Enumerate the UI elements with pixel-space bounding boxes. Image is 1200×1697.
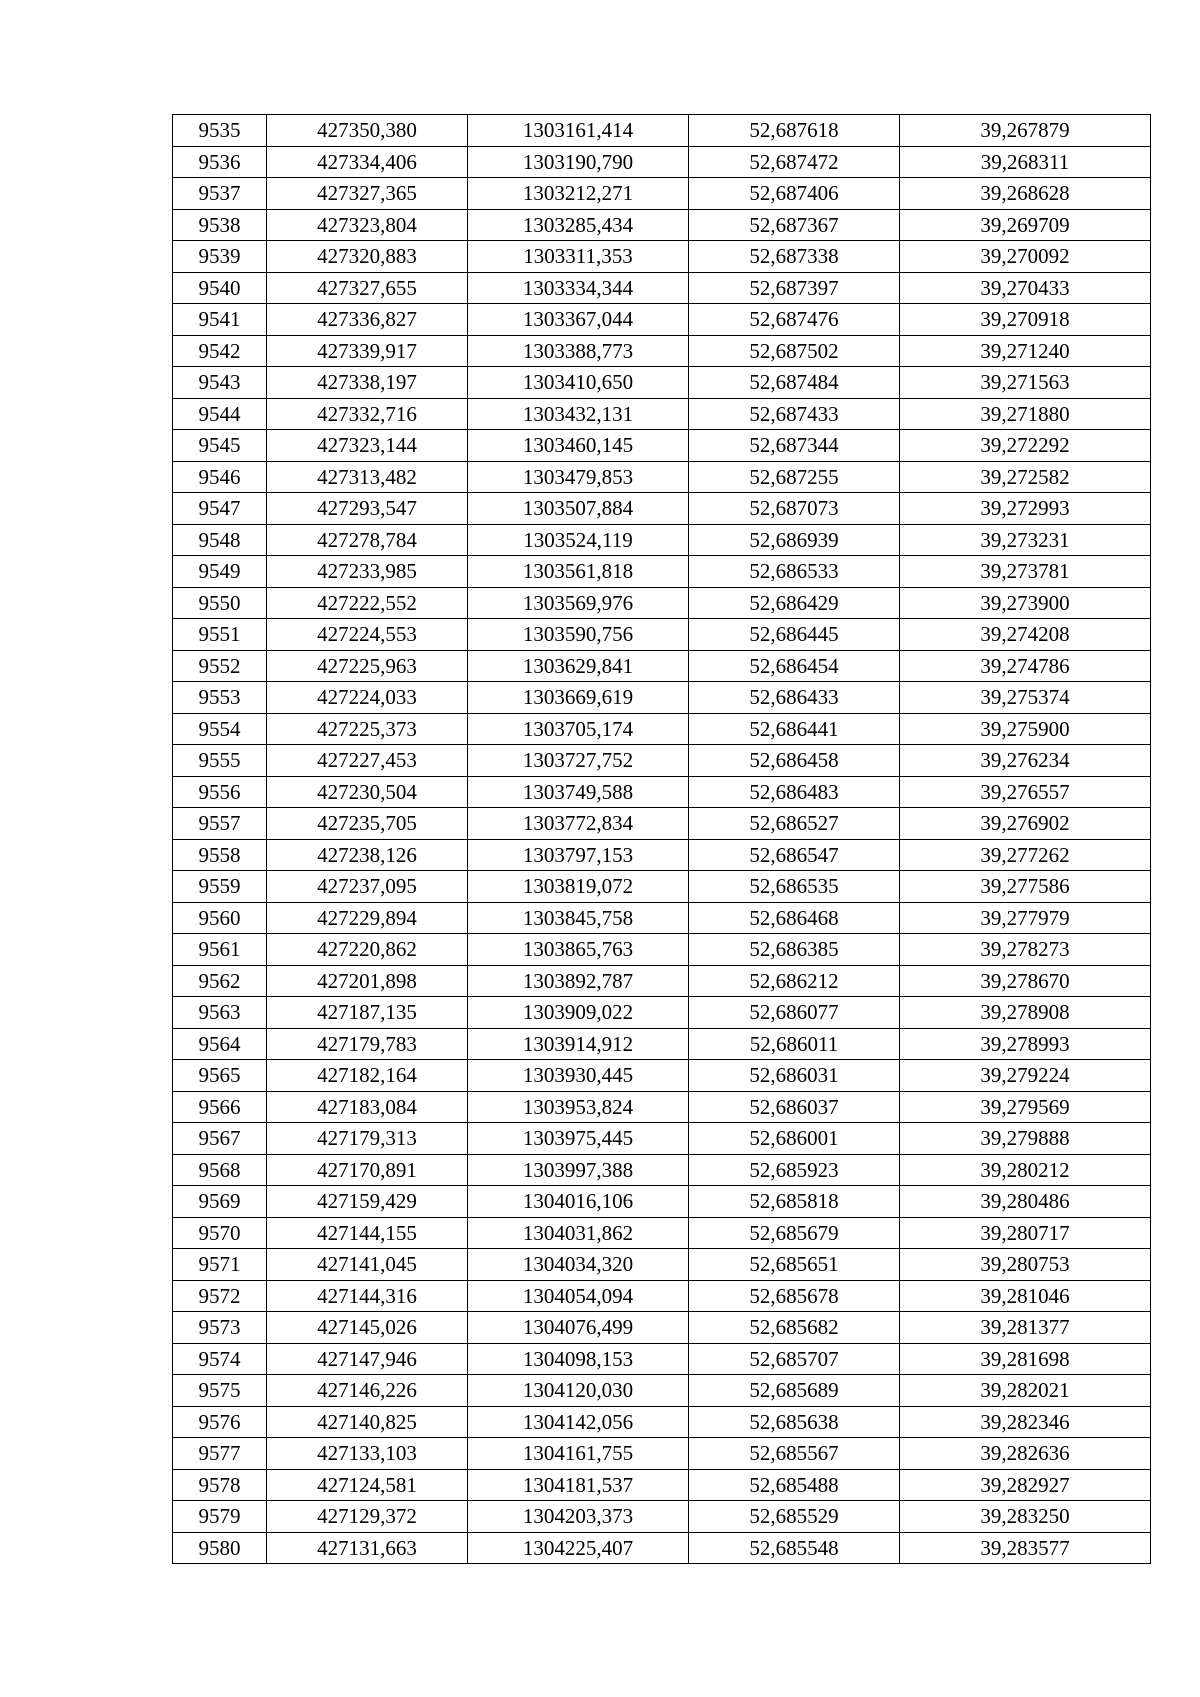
y-coordinate-cell: 1304142,056 xyxy=(468,1406,689,1438)
longitude-cell: 39,281377 xyxy=(900,1312,1151,1344)
latitude-cell: 52,685567 xyxy=(689,1438,900,1470)
longitude-cell: 39,280717 xyxy=(900,1217,1151,1249)
table-row xyxy=(173,619,1151,651)
table-row xyxy=(173,1154,1151,1186)
longitude-cell: 39,272993 xyxy=(900,493,1151,525)
table-row xyxy=(173,1186,1151,1218)
longitude-cell: 39,278993 xyxy=(900,1028,1151,1060)
longitude-cell: 39,280486 xyxy=(900,1186,1151,1218)
y-coordinate-cell: 1303479,853 xyxy=(468,461,689,493)
latitude-cell: 52,687476 xyxy=(689,304,900,336)
latitude-cell: 52,686468 xyxy=(689,902,900,934)
x-coordinate-cell: 427224,033 xyxy=(267,682,468,714)
latitude-cell: 52,685651 xyxy=(689,1249,900,1281)
table-row xyxy=(173,1532,1151,1564)
x-coordinate-cell: 427133,103 xyxy=(267,1438,468,1470)
point-number-cell: 9561 xyxy=(173,934,267,966)
y-coordinate-cell: 1303772,834 xyxy=(468,808,689,840)
y-coordinate-cell: 1303892,787 xyxy=(468,965,689,997)
point-number-cell: 9551 xyxy=(173,619,267,651)
y-coordinate-cell: 1303569,976 xyxy=(468,587,689,619)
latitude-cell: 52,686535 xyxy=(689,871,900,903)
table-row xyxy=(173,367,1151,399)
table-row xyxy=(173,241,1151,273)
table-row xyxy=(173,209,1151,241)
point-number-cell: 9580 xyxy=(173,1532,267,1564)
y-coordinate-cell: 1303561,818 xyxy=(468,556,689,588)
latitude-cell: 52,687367 xyxy=(689,209,900,241)
point-number-cell: 9578 xyxy=(173,1469,267,1501)
table-row xyxy=(173,493,1151,525)
latitude-cell: 52,686441 xyxy=(689,713,900,745)
y-coordinate-cell: 1303975,445 xyxy=(468,1123,689,1155)
latitude-cell: 52,685923 xyxy=(689,1154,900,1186)
longitude-cell: 39,281698 xyxy=(900,1343,1151,1375)
table-row xyxy=(173,713,1151,745)
latitude-cell: 52,685689 xyxy=(689,1375,900,1407)
table-row xyxy=(173,997,1151,1029)
y-coordinate-cell: 1303161,414 xyxy=(468,115,689,147)
longitude-cell: 39,279569 xyxy=(900,1091,1151,1123)
x-coordinate-cell: 427220,862 xyxy=(267,934,468,966)
longitude-cell: 39,269709 xyxy=(900,209,1151,241)
point-number-cell: 9538 xyxy=(173,209,267,241)
x-coordinate-cell: 427327,365 xyxy=(267,178,468,210)
y-coordinate-cell: 1303190,790 xyxy=(468,146,689,178)
x-coordinate-cell: 427131,663 xyxy=(267,1532,468,1564)
x-coordinate-cell: 427187,135 xyxy=(267,997,468,1029)
point-number-cell: 9579 xyxy=(173,1501,267,1533)
y-coordinate-cell: 1303845,758 xyxy=(468,902,689,934)
table-row xyxy=(173,650,1151,682)
longitude-cell: 39,273231 xyxy=(900,524,1151,556)
x-coordinate-cell: 427227,453 xyxy=(267,745,468,777)
table-row xyxy=(173,934,1151,966)
latitude-cell: 52,686527 xyxy=(689,808,900,840)
table-row xyxy=(173,902,1151,934)
x-coordinate-cell: 427129,372 xyxy=(267,1501,468,1533)
point-number-cell: 9571 xyxy=(173,1249,267,1281)
latitude-cell: 52,687502 xyxy=(689,335,900,367)
y-coordinate-cell: 1303629,841 xyxy=(468,650,689,682)
y-coordinate-cell: 1303410,650 xyxy=(468,367,689,399)
y-coordinate-cell: 1303334,344 xyxy=(468,272,689,304)
table-row xyxy=(173,115,1151,147)
longitude-cell: 39,279224 xyxy=(900,1060,1151,1092)
y-coordinate-cell: 1303953,824 xyxy=(468,1091,689,1123)
table-row xyxy=(173,1060,1151,1092)
latitude-cell: 52,686433 xyxy=(689,682,900,714)
y-coordinate-cell: 1304161,755 xyxy=(468,1438,689,1470)
table-row xyxy=(173,1091,1151,1123)
table-row xyxy=(173,1469,1151,1501)
x-coordinate-cell: 427140,825 xyxy=(267,1406,468,1438)
longitude-cell: 39,274786 xyxy=(900,650,1151,682)
table-row xyxy=(173,1123,1151,1155)
x-coordinate-cell: 427225,963 xyxy=(267,650,468,682)
point-number-cell: 9543 xyxy=(173,367,267,399)
y-coordinate-cell: 1303749,588 xyxy=(468,776,689,808)
longitude-cell: 39,276902 xyxy=(900,808,1151,840)
x-coordinate-cell: 427179,313 xyxy=(267,1123,468,1155)
x-coordinate-cell: 427334,406 xyxy=(267,146,468,178)
latitude-cell: 52,687618 xyxy=(689,115,900,147)
longitude-cell: 39,277262 xyxy=(900,839,1151,871)
point-number-cell: 9570 xyxy=(173,1217,267,1249)
y-coordinate-cell: 1303797,153 xyxy=(468,839,689,871)
longitude-cell: 39,270092 xyxy=(900,241,1151,273)
longitude-cell: 39,280212 xyxy=(900,1154,1151,1186)
y-coordinate-cell: 1303669,619 xyxy=(468,682,689,714)
x-coordinate-cell: 427170,891 xyxy=(267,1154,468,1186)
longitude-cell: 39,280753 xyxy=(900,1249,1151,1281)
x-coordinate-cell: 427144,155 xyxy=(267,1217,468,1249)
table-row xyxy=(173,745,1151,777)
table-row xyxy=(173,461,1151,493)
x-coordinate-cell: 427182,164 xyxy=(267,1060,468,1092)
x-coordinate-cell: 427144,316 xyxy=(267,1280,468,1312)
y-coordinate-cell: 1303997,388 xyxy=(468,1154,689,1186)
latitude-cell: 52,685818 xyxy=(689,1186,900,1218)
y-coordinate-cell: 1304181,537 xyxy=(468,1469,689,1501)
longitude-cell: 39,276234 xyxy=(900,745,1151,777)
table-row xyxy=(173,556,1151,588)
table-row xyxy=(173,1501,1151,1533)
x-coordinate-cell: 427235,705 xyxy=(267,808,468,840)
table-row xyxy=(173,1249,1151,1281)
point-number-cell: 9572 xyxy=(173,1280,267,1312)
y-coordinate-cell: 1304034,320 xyxy=(468,1249,689,1281)
y-coordinate-cell: 1303367,044 xyxy=(468,304,689,336)
table-row xyxy=(173,1217,1151,1249)
x-coordinate-cell: 427320,883 xyxy=(267,241,468,273)
x-coordinate-cell: 427146,226 xyxy=(267,1375,468,1407)
y-coordinate-cell: 1303524,119 xyxy=(468,524,689,556)
latitude-cell: 52,686031 xyxy=(689,1060,900,1092)
x-coordinate-cell: 427293,547 xyxy=(267,493,468,525)
latitude-cell: 52,686458 xyxy=(689,745,900,777)
table-row xyxy=(173,965,1151,997)
longitude-cell: 39,277979 xyxy=(900,902,1151,934)
longitude-cell: 39,282346 xyxy=(900,1406,1151,1438)
x-coordinate-cell: 427229,894 xyxy=(267,902,468,934)
point-number-cell: 9553 xyxy=(173,682,267,714)
table-row xyxy=(173,1375,1151,1407)
latitude-cell: 52,687472 xyxy=(689,146,900,178)
point-number-cell: 9562 xyxy=(173,965,267,997)
longitude-cell: 39,279888 xyxy=(900,1123,1151,1155)
y-coordinate-cell: 1303909,022 xyxy=(468,997,689,1029)
point-number-cell: 9560 xyxy=(173,902,267,934)
latitude-cell: 52,686077 xyxy=(689,997,900,1029)
table-row xyxy=(173,430,1151,462)
point-number-cell: 9557 xyxy=(173,808,267,840)
x-coordinate-cell: 427230,504 xyxy=(267,776,468,808)
table-row xyxy=(173,839,1151,871)
latitude-cell: 52,687255 xyxy=(689,461,900,493)
longitude-cell: 39,271880 xyxy=(900,398,1151,430)
table-row xyxy=(173,524,1151,556)
point-number-cell: 9554 xyxy=(173,713,267,745)
x-coordinate-cell: 427323,804 xyxy=(267,209,468,241)
table-row xyxy=(173,1343,1151,1375)
x-coordinate-cell: 427147,946 xyxy=(267,1343,468,1375)
longitude-cell: 39,273900 xyxy=(900,587,1151,619)
latitude-cell: 52,687433 xyxy=(689,398,900,430)
table-row xyxy=(173,587,1151,619)
y-coordinate-cell: 1304120,030 xyxy=(468,1375,689,1407)
point-number-cell: 9569 xyxy=(173,1186,267,1218)
point-number-cell: 9556 xyxy=(173,776,267,808)
point-number-cell: 9540 xyxy=(173,272,267,304)
longitude-cell: 39,282636 xyxy=(900,1438,1151,1470)
longitude-cell: 39,268311 xyxy=(900,146,1151,178)
latitude-cell: 52,686001 xyxy=(689,1123,900,1155)
table-row xyxy=(173,146,1151,178)
latitude-cell: 52,687338 xyxy=(689,241,900,273)
point-number-cell: 9544 xyxy=(173,398,267,430)
latitude-cell: 52,686212 xyxy=(689,965,900,997)
point-number-cell: 9539 xyxy=(173,241,267,273)
x-coordinate-cell: 427201,898 xyxy=(267,965,468,997)
latitude-cell: 52,685548 xyxy=(689,1532,900,1564)
point-number-cell: 9576 xyxy=(173,1406,267,1438)
x-coordinate-cell: 427327,655 xyxy=(267,272,468,304)
table-row xyxy=(173,776,1151,808)
x-coordinate-cell: 427183,084 xyxy=(267,1091,468,1123)
longitude-cell: 39,282021 xyxy=(900,1375,1151,1407)
x-coordinate-cell: 427124,581 xyxy=(267,1469,468,1501)
longitude-cell: 39,282927 xyxy=(900,1469,1151,1501)
x-coordinate-cell: 427336,827 xyxy=(267,304,468,336)
x-coordinate-cell: 427238,126 xyxy=(267,839,468,871)
point-number-cell: 9546 xyxy=(173,461,267,493)
coordinates-table xyxy=(172,114,1151,1564)
point-number-cell: 9573 xyxy=(173,1312,267,1344)
x-coordinate-cell: 427222,552 xyxy=(267,587,468,619)
point-number-cell: 9552 xyxy=(173,650,267,682)
x-coordinate-cell: 427278,784 xyxy=(267,524,468,556)
latitude-cell: 52,687484 xyxy=(689,367,900,399)
point-number-cell: 9548 xyxy=(173,524,267,556)
longitude-cell: 39,276557 xyxy=(900,776,1151,808)
longitude-cell: 39,277586 xyxy=(900,871,1151,903)
y-coordinate-cell: 1303819,072 xyxy=(468,871,689,903)
y-coordinate-cell: 1304076,499 xyxy=(468,1312,689,1344)
latitude-cell: 52,686429 xyxy=(689,587,900,619)
longitude-cell: 39,272292 xyxy=(900,430,1151,462)
longitude-cell: 39,274208 xyxy=(900,619,1151,651)
longitude-cell: 39,278670 xyxy=(900,965,1151,997)
x-coordinate-cell: 427145,026 xyxy=(267,1312,468,1344)
point-number-cell: 9536 xyxy=(173,146,267,178)
latitude-cell: 52,686037 xyxy=(689,1091,900,1123)
y-coordinate-cell: 1303930,445 xyxy=(468,1060,689,1092)
y-coordinate-cell: 1303460,145 xyxy=(468,430,689,462)
point-number-cell: 9574 xyxy=(173,1343,267,1375)
table-row xyxy=(173,1438,1151,1470)
x-coordinate-cell: 427338,197 xyxy=(267,367,468,399)
x-coordinate-cell: 427313,482 xyxy=(267,461,468,493)
table-row xyxy=(173,335,1151,367)
point-number-cell: 9558 xyxy=(173,839,267,871)
point-number-cell: 9555 xyxy=(173,745,267,777)
longitude-cell: 39,283577 xyxy=(900,1532,1151,1564)
longitude-cell: 39,275374 xyxy=(900,682,1151,714)
latitude-cell: 52,685488 xyxy=(689,1469,900,1501)
longitude-cell: 39,272582 xyxy=(900,461,1151,493)
longitude-cell: 39,271240 xyxy=(900,335,1151,367)
y-coordinate-cell: 1304225,407 xyxy=(468,1532,689,1564)
point-number-cell: 9577 xyxy=(173,1438,267,1470)
point-number-cell: 9559 xyxy=(173,871,267,903)
point-number-cell: 9547 xyxy=(173,493,267,525)
y-coordinate-cell: 1303432,131 xyxy=(468,398,689,430)
point-number-cell: 9575 xyxy=(173,1375,267,1407)
latitude-cell: 52,687397 xyxy=(689,272,900,304)
longitude-cell: 39,270433 xyxy=(900,272,1151,304)
point-number-cell: 9549 xyxy=(173,556,267,588)
point-number-cell: 9535 xyxy=(173,115,267,147)
longitude-cell: 39,268628 xyxy=(900,178,1151,210)
y-coordinate-cell: 1303914,912 xyxy=(468,1028,689,1060)
point-number-cell: 9550 xyxy=(173,587,267,619)
y-coordinate-cell: 1303865,763 xyxy=(468,934,689,966)
latitude-cell: 52,685529 xyxy=(689,1501,900,1533)
x-coordinate-cell: 427179,783 xyxy=(267,1028,468,1060)
longitude-cell: 39,271563 xyxy=(900,367,1151,399)
y-coordinate-cell: 1304203,373 xyxy=(468,1501,689,1533)
x-coordinate-cell: 427237,095 xyxy=(267,871,468,903)
latitude-cell: 52,687073 xyxy=(689,493,900,525)
point-number-cell: 9565 xyxy=(173,1060,267,1092)
point-number-cell: 9541 xyxy=(173,304,267,336)
table-row xyxy=(173,398,1151,430)
x-coordinate-cell: 427225,373 xyxy=(267,713,468,745)
latitude-cell: 52,685679 xyxy=(689,1217,900,1249)
y-coordinate-cell: 1303388,773 xyxy=(468,335,689,367)
table-row xyxy=(173,808,1151,840)
y-coordinate-cell: 1303727,752 xyxy=(468,745,689,777)
y-coordinate-cell: 1303311,353 xyxy=(468,241,689,273)
table-row xyxy=(173,682,1151,714)
x-coordinate-cell: 427350,380 xyxy=(267,115,468,147)
y-coordinate-cell: 1303285,434 xyxy=(468,209,689,241)
point-number-cell: 9537 xyxy=(173,178,267,210)
longitude-cell: 39,278273 xyxy=(900,934,1151,966)
longitude-cell: 39,273781 xyxy=(900,556,1151,588)
latitude-cell: 52,685682 xyxy=(689,1312,900,1344)
latitude-cell: 52,686547 xyxy=(689,839,900,871)
latitude-cell: 52,686483 xyxy=(689,776,900,808)
x-coordinate-cell: 427159,429 xyxy=(267,1186,468,1218)
longitude-cell: 39,278908 xyxy=(900,997,1151,1029)
point-number-cell: 9545 xyxy=(173,430,267,462)
y-coordinate-cell: 1303212,271 xyxy=(468,178,689,210)
table-row xyxy=(173,1406,1151,1438)
table-row xyxy=(173,1028,1151,1060)
latitude-cell: 52,686939 xyxy=(689,524,900,556)
latitude-cell: 52,686011 xyxy=(689,1028,900,1060)
table-row xyxy=(173,1280,1151,1312)
x-coordinate-cell: 427323,144 xyxy=(267,430,468,462)
y-coordinate-cell: 1303507,884 xyxy=(468,493,689,525)
y-coordinate-cell: 1303705,174 xyxy=(468,713,689,745)
latitude-cell: 52,686454 xyxy=(689,650,900,682)
latitude-cell: 52,685638 xyxy=(689,1406,900,1438)
point-number-cell: 9564 xyxy=(173,1028,267,1060)
y-coordinate-cell: 1304016,106 xyxy=(468,1186,689,1218)
coordinates-table-body xyxy=(173,115,1151,1564)
x-coordinate-cell: 427332,716 xyxy=(267,398,468,430)
latitude-cell: 52,686533 xyxy=(689,556,900,588)
x-coordinate-cell: 427339,917 xyxy=(267,335,468,367)
table-row xyxy=(173,304,1151,336)
y-coordinate-cell: 1304098,153 xyxy=(468,1343,689,1375)
latitude-cell: 52,686445 xyxy=(689,619,900,651)
table-row xyxy=(173,871,1151,903)
table-row xyxy=(173,272,1151,304)
longitude-cell: 39,270918 xyxy=(900,304,1151,336)
x-coordinate-cell: 427233,985 xyxy=(267,556,468,588)
y-coordinate-cell: 1304054,094 xyxy=(468,1280,689,1312)
longitude-cell: 39,267879 xyxy=(900,115,1151,147)
latitude-cell: 52,686385 xyxy=(689,934,900,966)
longitude-cell: 39,283250 xyxy=(900,1501,1151,1533)
y-coordinate-cell: 1303590,756 xyxy=(468,619,689,651)
y-coordinate-cell: 1304031,862 xyxy=(468,1217,689,1249)
point-number-cell: 9563 xyxy=(173,997,267,1029)
latitude-cell: 52,685678 xyxy=(689,1280,900,1312)
longitude-cell: 39,281046 xyxy=(900,1280,1151,1312)
point-number-cell: 9567 xyxy=(173,1123,267,1155)
table-row xyxy=(173,178,1151,210)
longitude-cell: 39,275900 xyxy=(900,713,1151,745)
point-number-cell: 9566 xyxy=(173,1091,267,1123)
point-number-cell: 9568 xyxy=(173,1154,267,1186)
latitude-cell: 52,687344 xyxy=(689,430,900,462)
table-row xyxy=(173,1312,1151,1344)
x-coordinate-cell: 427224,553 xyxy=(267,619,468,651)
latitude-cell: 52,685707 xyxy=(689,1343,900,1375)
x-coordinate-cell: 427141,045 xyxy=(267,1249,468,1281)
latitude-cell: 52,687406 xyxy=(689,178,900,210)
point-number-cell: 9542 xyxy=(173,335,267,367)
